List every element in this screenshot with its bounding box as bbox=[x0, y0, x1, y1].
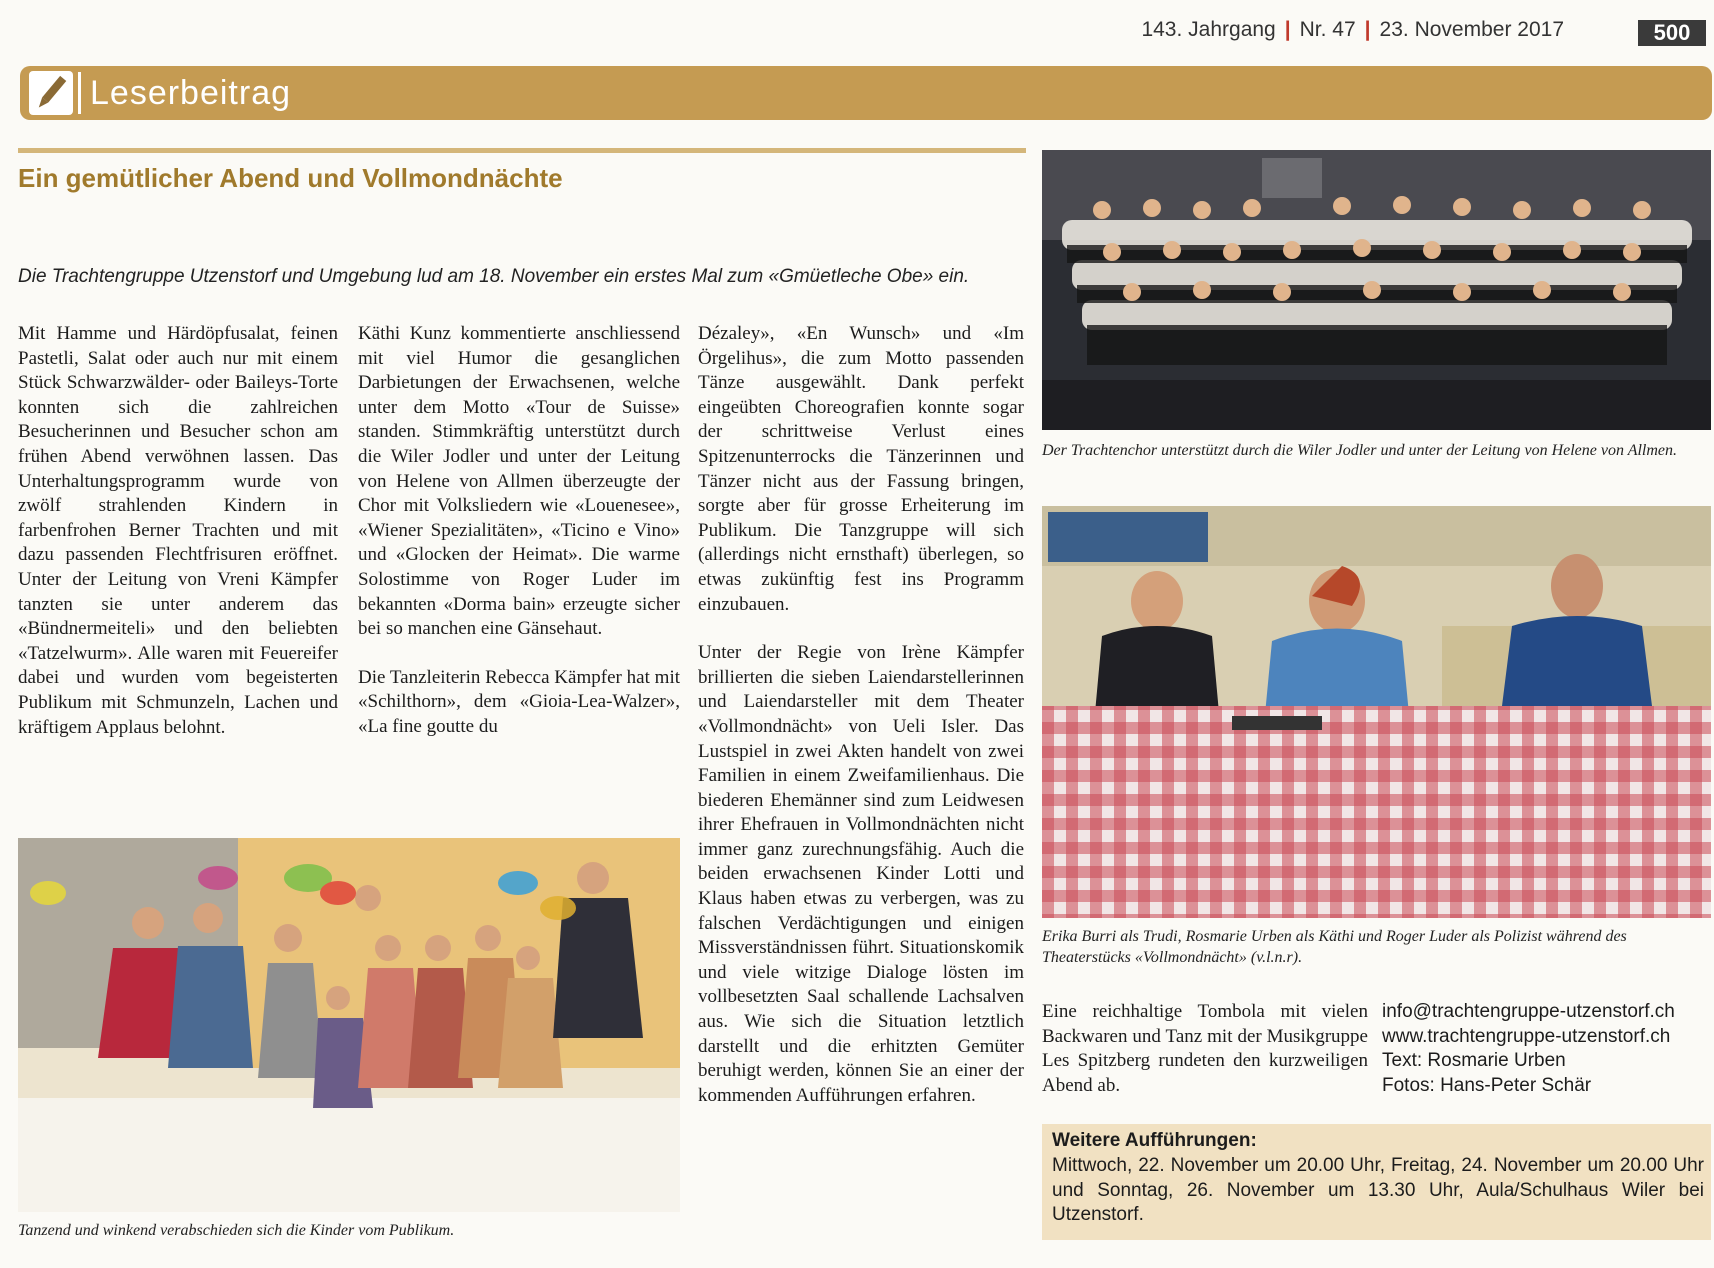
paragraph: Mit Hamme und Härdöpfusalat, feinen Pastetli, Salat oder auch nur mit einem Stück Schwarzwälder- oder Baileys-Torte konnten sich die zahlreichen Besucherinnen und Besucher schon am frühen Abend verwöhnen lassen. Das Unterhaltungsprogramm wurde von zwölf strahlenden Kindern in farbenfrohen Berner Trachten und mit dazu passenden Flechtfrisuren eröffnet. Unter der Leitung von Vreni Kämpfer tanzten sie unter anderem das «Bündnermeiteli» und den beliebten «Tatzelwurm». Alle waren mit Feuereifer dabei und wurden vom begeisterten Publikum mit Schmunzeln, Lachen und kräftigem Applaus belohnt. bbox=[18, 323, 338, 738]
paragraph: Käthi Kunz kommentierte anschliessend mit viel Humor die gesanglichen Darbietungen der Erwachsenen, welche unter dem Motto «Tour de Suisse» standen. Stimmkräftig unterstützt durch die Wiler Jodler und unter der Leitung von Helene von Allmen überzeugte der Chor mit Volksliedern wie «Louenesee», «Wiener Spezialitäten», «Ticino e Vino» und «Glocken der Heimat». Die warme Solostimme von Roger Luder im bekannten «Dorma bain» erzeugte sicher bei so manchen eine Gänsehaut. bbox=[358, 323, 680, 640]
choir-photo bbox=[1042, 150, 1711, 430]
pencil-icon bbox=[28, 70, 74, 116]
article-column-1 bbox=[18, 322, 338, 764]
photo-credit: Fotos: Hans-Peter Schär bbox=[1382, 1074, 1592, 1096]
credits bbox=[1382, 1000, 1712, 1098]
separator: | bbox=[1284, 18, 1291, 41]
headline-rule bbox=[18, 148, 1026, 153]
page-number: 500 bbox=[1638, 20, 1706, 46]
issue-info bbox=[1141, 18, 1564, 42]
article-column-2 bbox=[358, 322, 680, 764]
paragraph: Unter der Regie von Irène Kämpfer brillierten die sieben Laiendarstellerinnen und Laiendarsteller mit dem Theater «Vollmondnächt» von Ueli Isler. Das Lustspiel in zwei Akten handelt von zwei Familien in einem Zweifamilienhaus. Die biederen Ehemänner sind zum Leidwesen ihrer Ehefrauen in Vollmondnächten nicht immer ganz zurechnungsfähig. Auch die beiden erwachsenen Kinder Lotti und Klaus haben etwas zu verbergen, was zu falschen Verdächtigungen und einigen Missverständnissen führt. Situationskomik und viele witzige Dialoge lösten im vollbesetzten Saal schallende Lachsalven aus. Wie sich die Situation letztlich darstellt und die erhitzten Gemüter beruhigt werden, können Sie an einer der kommenden Aufführungen erfahren. bbox=[698, 642, 1024, 1106]
banner-divider bbox=[78, 72, 81, 114]
contact-email[interactable]: info@trachtengruppe-utzenstorf.ch bbox=[1382, 1001, 1675, 1022]
volume: 143. Jahrgang bbox=[1141, 18, 1276, 41]
paragraph: Dézaley», «En Wunsch» und «Im Örgelihus», die zum Motto passenden Tänze ausgewählt. Dank perfekt eingeübten Choreografien konnte sogar der schrittweise Verlust eines Spitzenunterrocks die Tänzerinnen und Tänzer nicht aus der Fassung bringen, sorgte aber für grosse Erheiterung im Publikum. Die Tanzgruppe will sich (allerdings nicht ernsthaft) überlegen, so etwas zukünftig fest ins Programm einzubauen. bbox=[698, 323, 1024, 615]
text-credit: Text: Rosmarie Urben bbox=[1382, 1050, 1566, 1072]
section-title: Leserbeitrag bbox=[90, 74, 292, 112]
theater-photo bbox=[1042, 506, 1711, 918]
issue-date: 23. November 2017 bbox=[1379, 18, 1564, 41]
kids-dance-photo bbox=[18, 838, 680, 1212]
article-headline: Ein gemütlicher Abend und Vollmondnächte bbox=[18, 163, 563, 193]
paragraph: Die Tanzleiterin Rebecca Kämpfer hat mit «Schilthorn», dem «Gioia-Lea-Walzer», «La fine goutte du bbox=[358, 666, 680, 737]
choir-caption: Der Trachtenchor unterstützt durch die Wiler Jodler und unter der Leitung von Helene von Allmen. bbox=[1042, 442, 1678, 459]
separator: | bbox=[1364, 18, 1371, 41]
article-lead: Die Trachtengruppe Utzenstorf und Umgebung lud am 18. November ein erstes Mal zum «Gmüetleche Obe» ein. bbox=[18, 266, 970, 287]
tombola-paragraph: Eine reichhaltige Tombola mit vielen Backwaren und Tanz mit der Musikgruppe Les Spitzberg rundeten den kurzweiligen Abend ab. bbox=[1042, 1001, 1368, 1096]
theater-caption: Erika Burri als Trudi, Rosmarie Urben als Käthi und Roger Luder als Polizist während des Theaterstücks «Vollmondnächt» (v.l.n.r). bbox=[1042, 928, 1627, 966]
contact-website[interactable]: www.trachtengruppe-utzenstorf.ch bbox=[1382, 1025, 1671, 1047]
performances-title: Weitere Aufführungen: bbox=[1052, 1130, 1257, 1151]
performances-text: Mittwoch, 22. November um 20.00 Uhr, Freitag, 24. November um 20.00 Uhr und Sonntag, 26. November um 13.30 Uhr, Aula/Schulhaus Wiler bei Utzenstorf. bbox=[1052, 1155, 1704, 1226]
kids-caption: Tanzend und winkend verabschieden sich die Kinder vom Publikum. bbox=[18, 1222, 455, 1239]
article-column-3 bbox=[698, 322, 1024, 1132]
issue-number: Nr. 47 bbox=[1299, 18, 1356, 41]
